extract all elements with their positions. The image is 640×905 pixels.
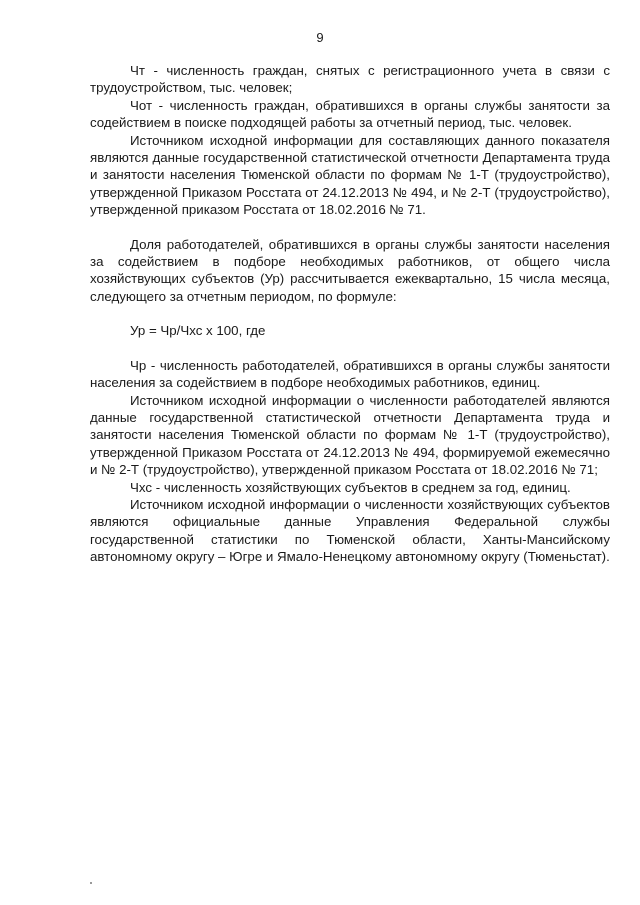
paragraph-source-info-1: Источником исходной информации для составляющих данного показателя являются данные государственной статистической отчетности Департамента труда и занятости населения Тюменской области по формам № 1-Т (трудоустройство), утвержденной Приказом Росстата от 24.12.2013 № 494, и № 2-Т (трудоустройство), утвержденной приказом Росстата от 18.02.2016 № 71. (90, 132, 610, 218)
paragraph-chot-definition: Чот - численность граждан, обратившихся в органы службы занятости за содействием в поиске подходящей работы за отчетный период, тыс. человек. (90, 97, 610, 131)
paragraph-chhs-definition: Чхс - численность хозяйствующих субъектов в среднем за год, единиц. (130, 479, 571, 495)
paragraph-employers-share: Доля работодателей, обратившихся в органы службы занятости населения за содействием в подборе необходимых работников, от общего числа хозяйствующих субъектов (Ур) рассчитывается ежеквартально, 15 числа месяца, следующего за отчетным периодом, по формуле: (90, 236, 610, 304)
page-number: 9 (316, 30, 324, 45)
spacer (90, 305, 610, 322)
paragraph-chr-definition: Чр - численность работодателей, обратившихся в органы службы занятости населения за содействием в подборе необходимых работников, единиц. (90, 357, 610, 391)
paragraph-source-info-3: Источником исходной информации о численности хозяйствующих субъектов являются официальные данные Управления Федеральной службы государственной статистики по Тюменской области, Ханты-Мансийскому автономному округу – Югре и Ямало-Ненецкому автономному округу (Тюменьстат). (90, 496, 610, 565)
formula: Ур = Чр/Чхс х 100, где (130, 323, 266, 339)
scan-speck (90, 882, 92, 884)
spacer (90, 219, 610, 236)
document-body (90, 62, 610, 566)
spacer (90, 340, 610, 357)
paragraph-cht-definition: Чт - численность граждан, снятых с регистрационного учета в связи с трудоустройством, тыс. человек; (90, 63, 610, 96)
paragraph-source-info-2: Источником исходной информации о численности работодателей являются данные государственной статистической отчетности Департамента труда и занятости населения Тюменской области по формам № 1-Т (трудоустройство), утвержденной Приказом Росстата от 24.12.2013 № 494, формируемой ежемесячно и № 2-Т (трудоустройство), утвержденной приказом Росстата от 18.02.2016 № 71; (90, 392, 610, 478)
